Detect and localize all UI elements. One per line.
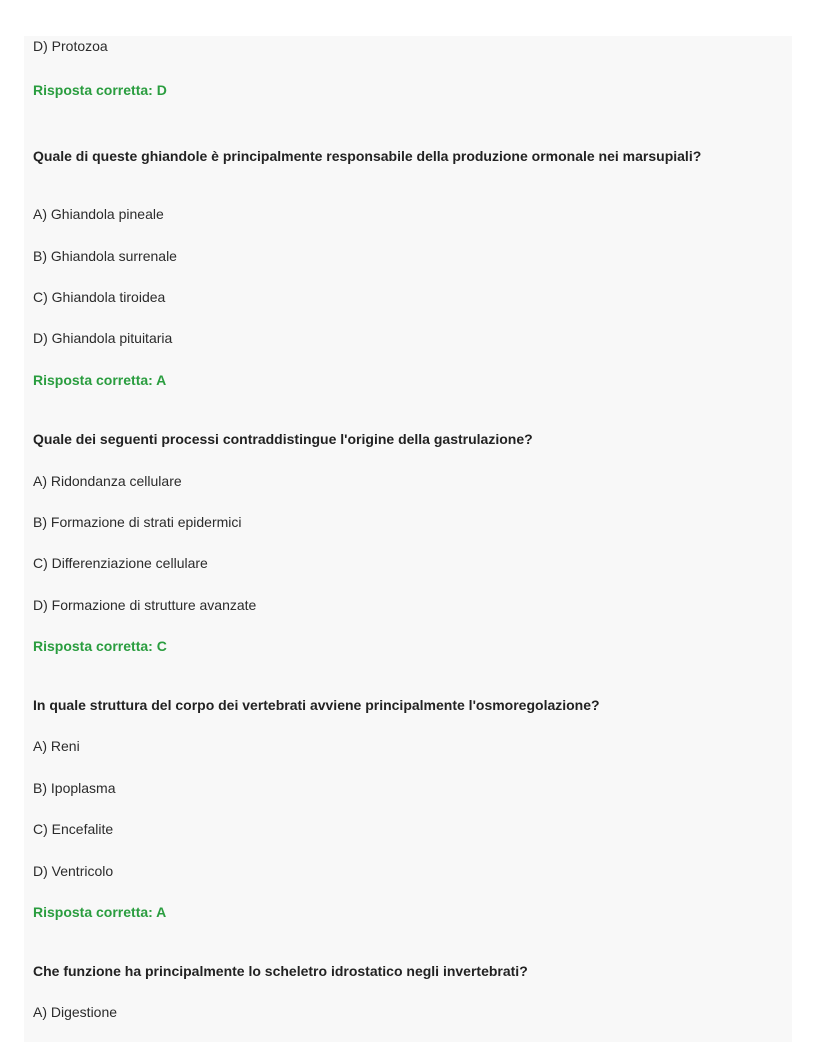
option-b: B) Ghiandola surrenale [33, 248, 177, 264]
correct-answer-label: Risposta corretta: D [33, 82, 167, 98]
option-d: D) Ventricolo [33, 863, 114, 879]
question-text: Che funzione ha principalmente lo scheletro idrostatico negli invertebrati? [33, 963, 528, 979]
option-c: C) Differenziazione cellulare [33, 555, 208, 571]
option-a: A) Reni [33, 738, 80, 754]
option-a: A) Digestione [33, 1004, 118, 1020]
option-d: D) Ghiandola pituitaria [33, 330, 173, 346]
option-b: B) Formazione di strati epidermici [33, 514, 242, 530]
option-d: D) Formazione di strutture avanzate [33, 597, 257, 613]
option-a: A) Ridondanza cellulare [33, 473, 182, 489]
option-a: A) Ghiandola pineale [33, 206, 164, 222]
correct-answer-label: Risposta corretta: A [33, 372, 167, 388]
question-text: Quale di queste ghiandole è principalmente responsabile della produzione ormonale nei marsupiali? [33, 148, 702, 164]
option-b: B) Ipoplasma [33, 780, 116, 796]
correct-answer-label: Risposta corretta: C [33, 638, 167, 654]
question-text: In quale struttura del corpo dei vertebrati avviene principalmente l'osmoregolazione? [33, 697, 600, 713]
option-c: C) Encefalite [33, 821, 114, 837]
question-text: Quale dei seguenti processi contraddistingue l'origine della gastrulazione? [33, 431, 533, 447]
quiz-sheet [24, 36, 792, 1042]
option-d: D) Protozoa [33, 38, 108, 54]
option-c: C) Ghiandola tiroidea [33, 289, 166, 305]
correct-answer-label: Risposta corretta: A [33, 904, 167, 920]
